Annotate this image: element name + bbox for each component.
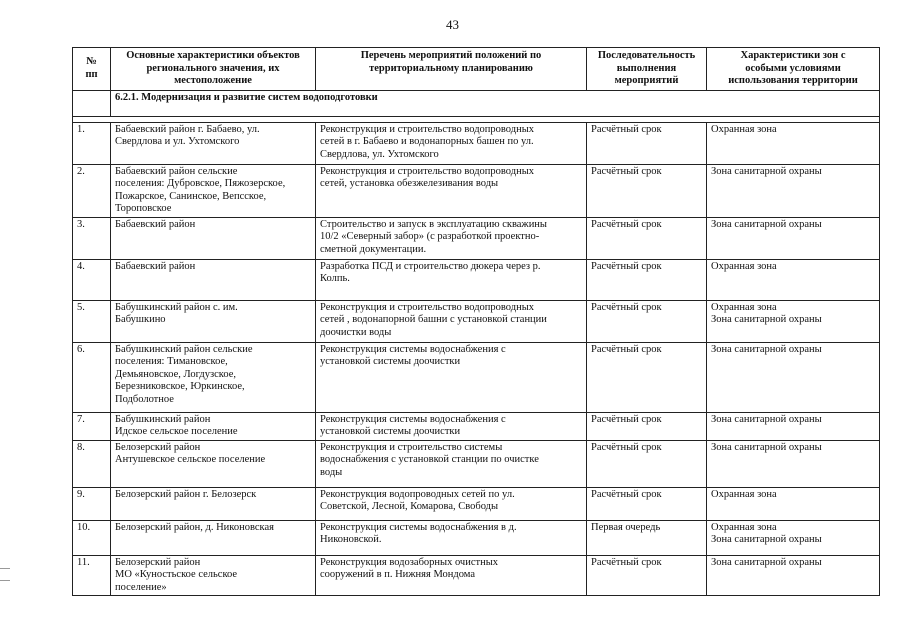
table-row (73, 555, 880, 596)
table-row (73, 342, 880, 412)
zone-cell (707, 300, 880, 342)
row-number: 2. (73, 164, 111, 217)
measure-description (316, 440, 587, 487)
zone-cell (707, 259, 880, 300)
zone-cell (707, 487, 880, 520)
zone-cell-line: Зона санитарной охраны (711, 218, 822, 230)
margin-mark (0, 568, 10, 569)
object-location-line: Тороповское (115, 203, 172, 214)
object-location-line: Подболотное (115, 393, 174, 405)
measure-description (316, 555, 587, 596)
object-location-line: Пожарское, Санинское, Вепсское, (115, 190, 267, 202)
measure-description-line: сооружений в п. Нижняя Мондома (320, 569, 476, 580)
zone-cell-line: Зона санитарной охраны (711, 413, 822, 425)
sequence-cell-line: Расчётный срок (591, 301, 662, 313)
sequence-cell (587, 520, 707, 555)
table-row (73, 164, 880, 217)
measure-description (316, 342, 587, 412)
measures-table (72, 47, 880, 596)
zone-cell (707, 440, 880, 487)
zone-cell-line: Зона санитарной охраны (711, 165, 822, 177)
header-num: № пп (73, 48, 111, 91)
sequence-cell (587, 122, 707, 164)
object-location-line: Свердлова и ул. Ухтомского (115, 136, 240, 147)
zone-cell (707, 122, 880, 164)
row-number: 6. (73, 342, 111, 412)
sequence-cell-line: Расчётный срок (591, 556, 662, 568)
sequence-cell (587, 555, 707, 596)
object-location-line: поселения: Тимановское, (115, 356, 228, 367)
section-title: 6.2.1. Модернизация и развитие систем водоподготовки (111, 90, 880, 116)
object-location-line: Белозерский район (115, 556, 201, 568)
measure-description-line: водоснабжения с установкой станции по очистке (320, 454, 539, 465)
object-location (111, 300, 316, 342)
zone-cell-line: Зона санитарной охраны (711, 314, 822, 325)
object-location-line: Березниковское, Юркинское, (115, 381, 245, 392)
zone-cell-line: Охранная зона (711, 123, 777, 135)
object-location-line: Бабаевский район г. Бабаево, ул. (115, 123, 260, 135)
sequence-cell-line: Расчётный срок (591, 260, 662, 272)
sequence-cell (587, 412, 707, 440)
zone-cell-line: Зона санитарной охраны (711, 556, 822, 568)
header-measures: Перечень мероприятий положений по территориальному планированию (316, 48, 587, 91)
zone-cell (707, 520, 880, 555)
object-location-line: Бабушкино (115, 314, 166, 325)
object-location (111, 555, 316, 596)
measure-description-line: сетей, установка обезжелезивания воды (320, 178, 499, 189)
measure-description-line: установкой системы доочистки (320, 426, 461, 437)
object-location (111, 122, 316, 164)
table-row (73, 412, 880, 440)
object-location-line: Антушевское сельское поселение (115, 454, 266, 465)
object-location-line: Белозерский район (115, 441, 201, 453)
table-row (73, 520, 880, 555)
object-location (111, 342, 316, 412)
measure-description-line: доочистки воды (320, 326, 392, 338)
measure-description-line: установкой системы доочистки (320, 356, 461, 367)
row-number: 10. (73, 520, 111, 555)
sequence-cell (587, 217, 707, 259)
section-empty-cell (73, 90, 111, 116)
object-location (111, 412, 316, 440)
measure-description-line: Строительство и запуск в эксплуатацию скважины (320, 218, 547, 230)
sequence-cell (587, 300, 707, 342)
object-location-line: Бабаевский район сельские (115, 165, 238, 177)
zone-cell-line: Охранная зона (711, 301, 777, 313)
section-row (73, 90, 880, 116)
zone-cell-line: Зона санитарной охраны (711, 343, 822, 355)
sequence-cell (587, 487, 707, 520)
sequence-cell-line: Расчётный срок (591, 488, 662, 500)
object-location (111, 164, 316, 217)
measure-description-line: Реконструкция и строительство водопроводных (320, 123, 535, 135)
measure-description-line: Реконструкция системы водоснабжения с (320, 343, 506, 355)
measure-description-line: сетей , водонапорной башни с установкой станции (320, 314, 547, 325)
sequence-cell (587, 342, 707, 412)
sequence-cell-line: Первая очередь (591, 521, 661, 533)
object-location (111, 217, 316, 259)
header-objects: Основные характеристики объектов регионального значения, их местоположение (111, 48, 316, 91)
object-location-line: Демьяновское, Логдузское, (115, 368, 237, 380)
sequence-cell-line: Расчётный срок (591, 165, 662, 177)
row-number: 5. (73, 300, 111, 342)
header-sequence: Последовательность выполнения мероприятий (587, 48, 707, 91)
zone-cell-line: Охранная зона (711, 521, 777, 533)
row-number: 7. (73, 412, 111, 440)
object-location-line: Бабушкинский район сельские (115, 343, 253, 355)
measure-description-line: Реконструкция водопроводных сетей по ул. (320, 488, 515, 500)
row-number: 3. (73, 217, 111, 259)
header-row (73, 48, 880, 91)
measure-description (316, 259, 587, 300)
zone-cell (707, 412, 880, 440)
sequence-cell-line: Расчётный срок (591, 123, 662, 135)
object-location-line: Бабушкинский район (115, 413, 211, 425)
object-location-line: поселения: Дубровское, Пяжозерское, (115, 178, 286, 189)
table-row (73, 440, 880, 487)
zone-cell-line: Зона санитарной охраны (711, 441, 822, 453)
measure-description-line: Реконструкция системы водоснабжения в д. (320, 521, 517, 533)
object-location (111, 520, 316, 555)
measure-description-line: Разработка ПСД и строительство дюкера через р. (320, 260, 541, 272)
measure-description-line: Реконструкция и строительство водопроводных (320, 165, 535, 177)
object-location-line: Белозерский район г. Белозерск (115, 488, 257, 500)
zone-cell-line: Охранная зона (711, 488, 777, 500)
sequence-cell (587, 440, 707, 487)
object-location-line: Бабаевский район (115, 260, 196, 272)
measure-description-line: Реконструкция водозаборных очистных (320, 556, 499, 568)
row-number: 9. (73, 487, 111, 520)
sequence-cell-line: Расчётный срок (591, 218, 662, 230)
object-location-line: Идское сельское поселение (115, 426, 238, 437)
measure-description-line: сетей в г. Бабаево и водонапорных башен по ул. (320, 136, 534, 147)
table-row (73, 122, 880, 164)
measure-description (316, 164, 587, 217)
measure-description-line: Колпь. (320, 273, 350, 284)
page-number: 43 (446, 17, 459, 32)
measure-description (316, 122, 587, 164)
measure-description-line: воды (320, 466, 343, 478)
sequence-cell (587, 164, 707, 217)
zone-cell-line: Охранная зона (711, 260, 777, 272)
row-number: 8. (73, 440, 111, 487)
object-location-line: Бабаевский район (115, 218, 196, 230)
measure-description (316, 487, 587, 520)
measure-description (316, 300, 587, 342)
header-zones: Характеристики зон с особыми условиями использования территории (707, 48, 880, 91)
row-number: 4. (73, 259, 111, 300)
zone-cell (707, 555, 880, 596)
object-location-line: Белозерский район, д. Никоновская (115, 521, 274, 533)
sequence-cell-line: Расчётный срок (591, 413, 662, 425)
object-location-line: Бабушкинский район с. им. (115, 301, 238, 313)
zone-cell-line: Зона санитарной охраны (711, 534, 822, 545)
object-location-line: поселение» (115, 581, 167, 593)
measure-description-line: Свердлова, ул. Ухтомского (320, 148, 439, 160)
measure-description-line: 10/2 «Северный забор» (с разработкой проектно- (320, 231, 540, 242)
row-number: 1. (73, 122, 111, 164)
measure-description (316, 520, 587, 555)
measure-description (316, 217, 587, 259)
table-row (73, 300, 880, 342)
measure-description-line: Реконструкция и строительство водопроводных (320, 301, 535, 313)
sequence-cell-line: Расчётный срок (591, 441, 662, 453)
zone-cell (707, 342, 880, 412)
margin-mark (0, 580, 10, 581)
measure-description-line: Реконструкция системы водоснабжения с (320, 413, 506, 425)
measure-description (316, 412, 587, 440)
object-location (111, 259, 316, 300)
zone-cell (707, 164, 880, 217)
table-row (73, 217, 880, 259)
table-row (73, 259, 880, 300)
zone-cell (707, 217, 880, 259)
table-row (73, 487, 880, 520)
sequence-cell-line: Расчётный срок (591, 343, 662, 355)
object-location (111, 440, 316, 487)
measure-description-line: сметной документации. (320, 243, 427, 255)
object-location-line: МО «Куностьское сельское (115, 569, 238, 580)
measure-description-line: Советской, Лесной, Комарова, Свободы (320, 501, 499, 512)
measure-description-line: Никоновской. (320, 534, 382, 545)
row-number: 11. (73, 555, 111, 596)
object-location (111, 487, 316, 520)
sequence-cell (587, 259, 707, 300)
measure-description-line: Реконструкция и строительство системы (320, 441, 503, 453)
